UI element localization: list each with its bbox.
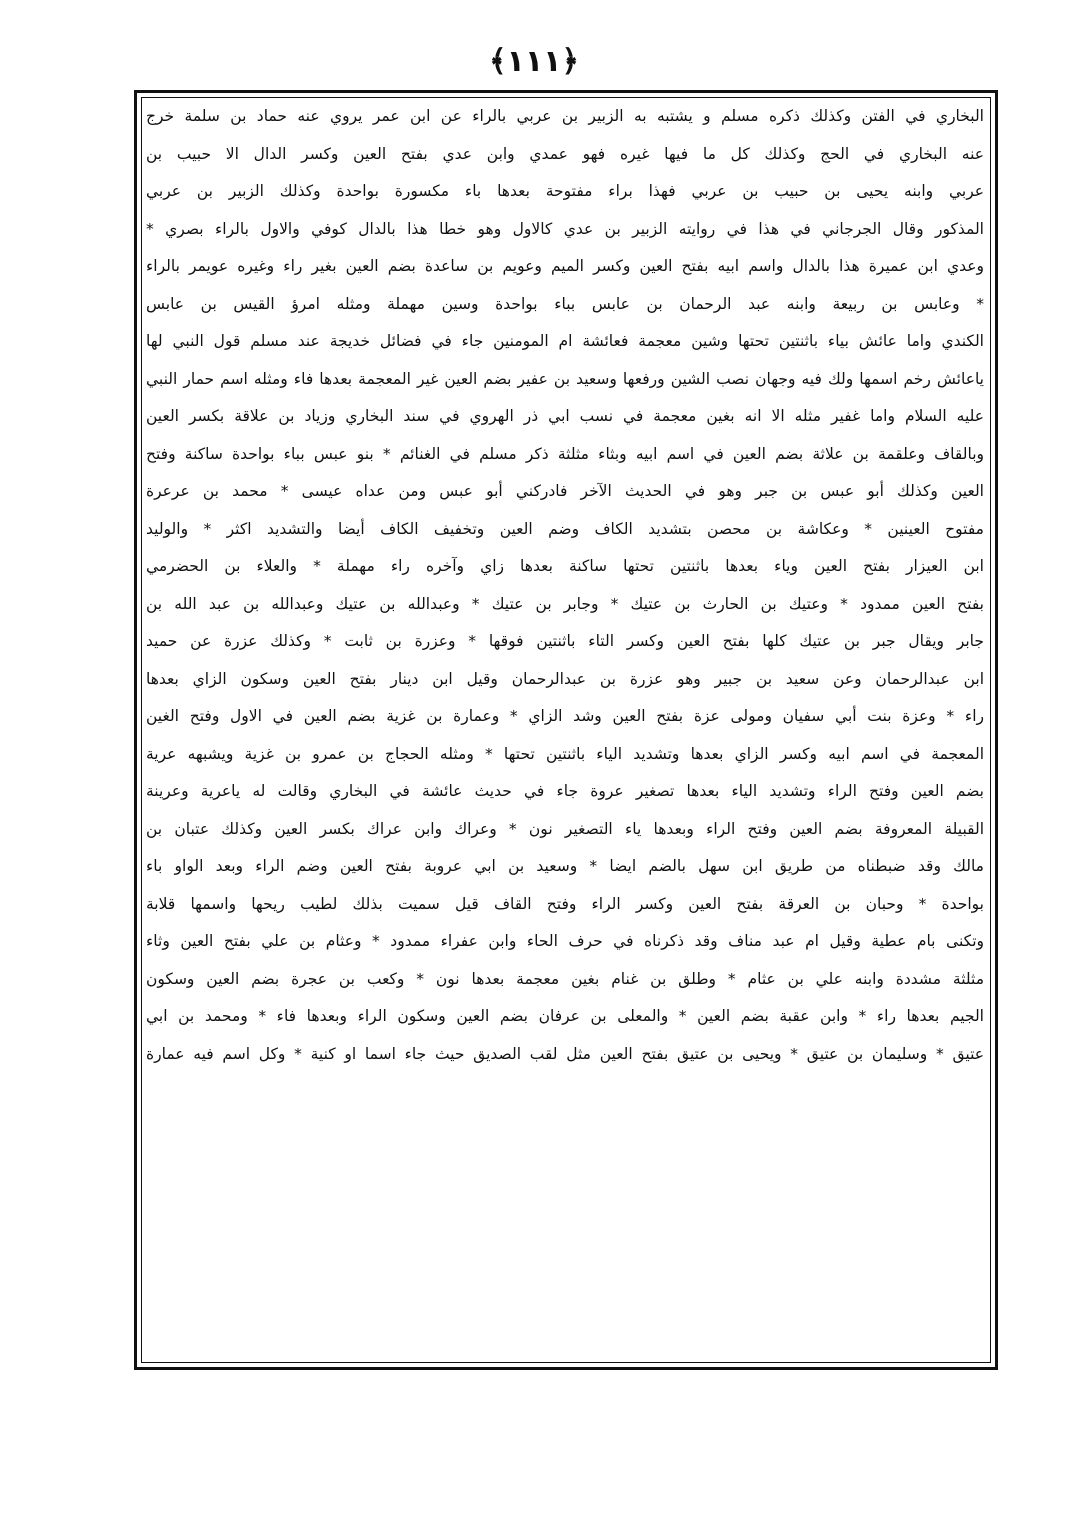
text-line: وعدي ابن عميرة هذا بالدال واسم ابيه بفتح العين وكسر الميم وعويم بن ساعدة بضم العين بغير راء وغيره عويمر بالراء: [146, 257, 984, 275]
text-line: الجيم بعدها راء * وابن عقبة بضم العين * والمعلى بن عرفان بضم العين وسكون الراء وبعدها فاء * ومحمد بن ابي: [146, 1007, 984, 1025]
text-line: ابن عبدالرحمان وعن سعيد بن جبير وهو عزرة بن عبدالرحمان وقيل ابن دينار بفتح العين وسكون الزاي بعدها: [146, 669, 984, 688]
text-line: * وعابس بن ربيعة وابنه عبد الرحمان بن عابس بباء بواحدة وسين مهملة ومثله امرؤ القيس بن عابس: [146, 294, 984, 313]
page-number: ﴿١١١﴾: [488, 44, 580, 79]
text-line: عربي وابنه يحيى بن حبيب بن عربي فهذا براء مفتوحة بعدها باء مكسورة بواحدة وكذلك الزبير بن عربي: [146, 182, 984, 200]
text-line: عتيق * وسليمان بن عتيق * ويحيى بن عتيق بفتح العين مثل لقب الصديق حيث جاء اسما او كنية * وكل اسم فيه عمارة: [146, 1044, 984, 1063]
text-line: البخاري في الفتن وكذلك ذكره مسلم و يشتبه به الزبير بن عربي بالراء عن ابن عمر يروي عنه حماد بن سلمة خرج: [146, 107, 984, 125]
text-line: بواحدة * وحبان بن العرقة بفتح العين وكسر الراء وفتح القاف قيل سميت بذلك لطيب ريحها واسمها قلابة: [146, 894, 984, 913]
text-line: المذكور وقال الجرجاني في هذا في روايته الزبير بن عدي كالاول وهو خطا هذا بالدال كوفي والاول بالراء بصري *: [146, 219, 984, 238]
text-line: مفتوح العينين * وعكاشة بن محصن بتشديد الكاف وضم العين وتخفيف الكاف أيضا والتشديد اكثر * والوليد: [146, 519, 984, 538]
text-line: مثلثة مشددة وابنه علي بن عثام * وطلق بن غنام بغين معجمة بعدها نون * وكعب بن عجرة بضم العين وسكون: [146, 969, 984, 988]
text-line: بفتح العين ممدود * وعتيك بن الحارث بن عتيك * وجابر بن عتيك * وعبدالله بن عتيك وعبدالله بن عبد الله بن: [146, 594, 984, 613]
text-line: مالك وقد ضبطناه من طريق ابن سهل بالضم ايضا * وسعيد بن ابي عروبة بفتح العين وضم الراء وبعد الواو باء: [146, 857, 984, 875]
text-line: عليه السلام واما غفير مثله الا انه بغين معجمة في نسب ابي ذر الهروي في سند البخاري وزياد بن علاقة بكسر العين: [146, 407, 984, 425]
text-line: وبالقاف وعلقمة بن علاثة بضم العين في اسم ابيه وبثاء مثلثة ذكر مسلم في الغنائم * بنو عبس بباء بواحدة ساكنة وفتح: [146, 444, 984, 463]
text-line: عنه البخاري في الحج وكذلك كل ما فيها غيره فهو عمدي وابن عدي بفتح العين وكسر الدال الا حبيب بن: [146, 144, 984, 163]
text-line: ابن العيزار بفتح العين وياء بعدها باثنتين تحتها ساكنة بعدها زاي وآخره راء مهملة * والعلاء بن الحضرمي: [146, 557, 984, 575]
text-line: العين وكذلك أبو عبس بن جبر وهو في الحديث الآخر فادركني أبو عبس ومن عداه عيسى * محمد بن عرعرة: [146, 482, 984, 500]
text-line: ياعائش رخم اسمها ولك فيه وجهان نصب الشين ورفعها وسعيد بن عفير بضم العين غير المعجمة بعدها فاء ومثله اسم حمار النبي: [146, 369, 984, 388]
text-line: وتكنى بام عطية وقيل ام عبد مناف وقد ذكرناه في حرف الحاء وابن عفراء ممدود * وعثام بن علي بفتح العين وثاء: [146, 932, 984, 950]
text-line: المعجمة في اسم ابيه وكسر الزاي بعدها وتشديد الياء باثنتين تحتها * ومثله الحجاج بن عمرو بن غزية ويشبهه عرية: [146, 744, 984, 763]
text-line: القبيلة المعروفة بضم العين وفتح الراء وبعدها ياء التصغير نون * وعراك وابن عراك بكسر العين وكذلك عتبان بن: [146, 819, 984, 838]
text-block: [146, 98, 984, 1368]
text-line: جابر ويقال جبر بن عتيك كلها بفتح العين وكسر التاء باثنتين فوقها * وعزرة بن ثابت * وكذلك عزرة عن حميد: [146, 632, 984, 650]
text-line: راء * وعزة بنت أبي سفيان ومولى عزة بفتح العين وشد الزاي * وعمارة بن غزية بضم العين في الاول وفتح الغين: [146, 707, 984, 725]
text-line: الكندي واما عائش بياء باثنتين تحتها وشين معجمة فعائشة ام المومنين جاء في فضائل خديجة عند مسلم قول النبي لها: [146, 332, 984, 350]
text-line: بضم العين وفتح الراء وتشديد الياء بعدها تصغير عروة جاء في حديث عائشة في البخاري وقالت له ياعرية وعرينة: [146, 782, 984, 800]
